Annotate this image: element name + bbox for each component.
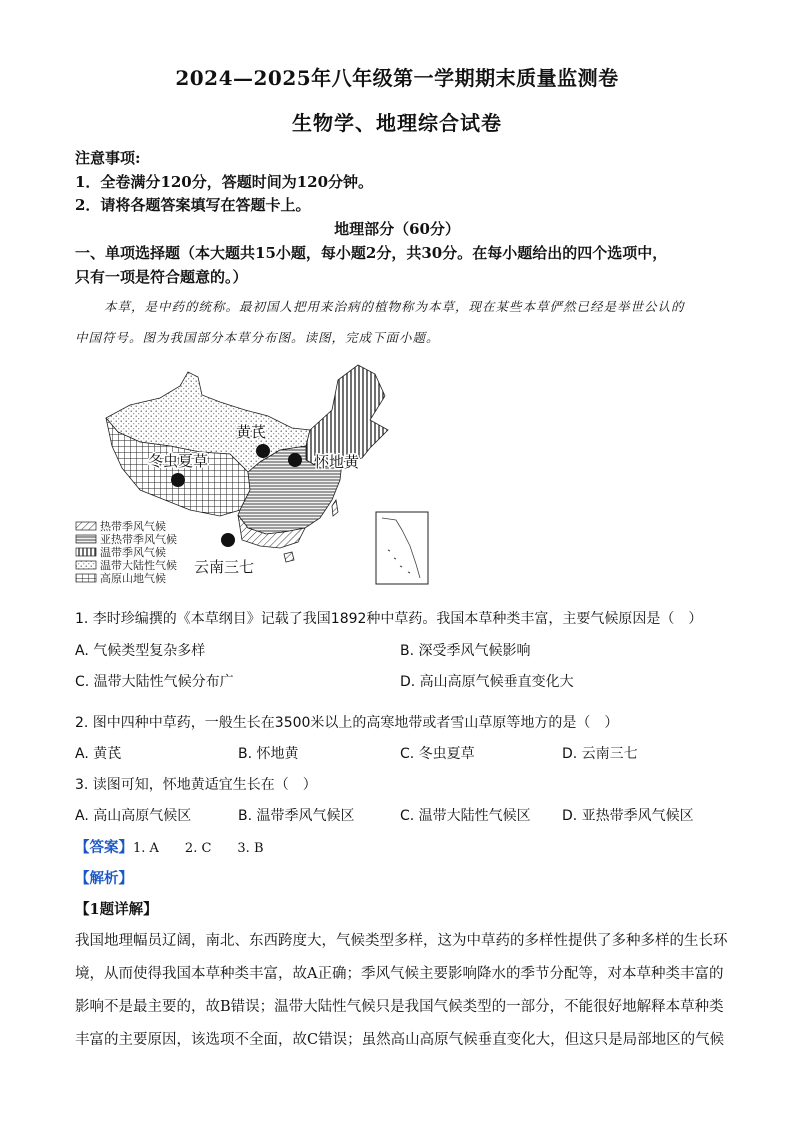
- q3-option-a: A. 高山高原气候区: [75, 808, 192, 824]
- south-china-sea-inset: [376, 512, 428, 584]
- legend-plateau: 高原山地气候: [100, 573, 166, 585]
- legend-temperate-monsoon: 温带季风气候: [100, 547, 166, 559]
- notice-heading: 注意事项:: [75, 149, 141, 167]
- question-3-stem: 3. 读图可知，怀地黄适宜生长在（ ）: [75, 777, 317, 793]
- question-1-stem: 1. 李时珍编撰的《本草纲目》记载了我国1892种中草药。我国本草种类丰富，主要气候原因是（ ）: [75, 611, 703, 627]
- huangqi-marker: [256, 444, 270, 458]
- answer-line: [75, 836, 264, 857]
- intro-line-1: 本草，是中药的统称。最初国人把用来治病的植物称为本草，现在某些本草俨然已经是举世公认的: [104, 299, 685, 314]
- temperate-monsoon-region: [306, 365, 388, 468]
- q1-option-a: A. 气候类型复杂多样: [75, 643, 206, 659]
- answer-values: 1. A 2. C 3. B: [133, 841, 264, 856]
- exam-subtitle: 生物学、地理综合试卷: [292, 111, 502, 135]
- hainan-island: [284, 552, 294, 562]
- legend-temperate-continental: 温带大陆性气候: [100, 560, 177, 572]
- section-heading-line1: 一、单项选择题（本大题共15小题，每小题2分，共30分。在每小题给出的四个选项中，: [75, 244, 668, 262]
- huaidihuang-marker: [288, 453, 302, 467]
- taiwan-island: [332, 500, 338, 516]
- herb-distribution-map: [70, 350, 440, 590]
- map-legend: [76, 519, 177, 585]
- analysis-line-3: 影响不是最主要的，故B错误；温带大陆性气候只是我国气候类型的一部分，不能很好地解释本草种类: [75, 999, 724, 1015]
- huaidihuang-label: 怀地黄: [314, 454, 360, 471]
- legend-subtropical: 亚热带季风气候: [100, 534, 177, 546]
- question-2-stem: 2. 图中四种中草药，一般生长在3500米以上的高寒地带或者雪山草原等地方的是（ ）: [75, 715, 619, 731]
- sanqi-marker: [221, 533, 235, 547]
- section-heading-line2: 只有一项是符合题意的。）: [75, 268, 248, 286]
- dongchong-label: 冬虫夏草: [148, 453, 209, 470]
- exam-title: 2024—2025年八年级第一学期期末质量监测卷: [175, 66, 619, 90]
- huangqi-label: 黄芪: [236, 424, 267, 441]
- answer-tag: 【答案】: [75, 839, 133, 856]
- q1-option-c: C. 温带大陆性气候分布广: [75, 674, 234, 690]
- analysis-line-4: 丰富的主要原因，该选项不全面，故C错误；虽然高山高原气候垂直变化大，但这只是局部地区的气候: [75, 1032, 725, 1048]
- analysis-tag: 【解析】: [75, 870, 133, 887]
- analysis-subheading: 【1题详解】: [75, 901, 158, 918]
- q3-option-c: C. 温带大陆性气候区: [400, 808, 531, 824]
- q1-option-d: D. 高山高原气候垂直变化大: [400, 674, 574, 690]
- q3-option-b: B. 温带季风气候区: [238, 808, 355, 824]
- intro-line-2: 中国符号。图为我国部分本草分布图。读图，完成下面小题。: [75, 330, 440, 345]
- dongchong-marker: [171, 473, 185, 487]
- analysis-line-2: 境，从而使得我国本草种类丰富，故A正确；季风气候主要影响降水的季节分配等，对本草种类丰富的: [75, 966, 724, 982]
- q3-option-d: D. 亚热带季风气候区: [562, 808, 694, 824]
- notice-item-1: 1．全卷满分120分，答题时间为120分钟。: [75, 173, 374, 191]
- q1-option-b: B. 深受季风气候影响: [400, 643, 531, 659]
- q2-option-b: B. 怀地黄: [238, 746, 299, 762]
- sanqi-label: 云南三七: [194, 559, 255, 576]
- notice-item-2: 2．请将各题答案填写在答题卡上。: [75, 196, 311, 214]
- q2-option-a: A. 黄芪: [75, 746, 122, 762]
- legend-tropical: 热带季风气候: [100, 521, 166, 533]
- q2-option-c: C. 冬虫夏草: [400, 746, 475, 762]
- part-heading: 地理部分（60分）: [334, 220, 460, 238]
- q2-option-d: D. 云南三七: [562, 746, 638, 762]
- analysis-line-1: 我国地理幅员辽阔，南北、东西跨度大，气候类型多样，这为中草药的多样性提供了多种多样的生长环: [75, 933, 728, 949]
